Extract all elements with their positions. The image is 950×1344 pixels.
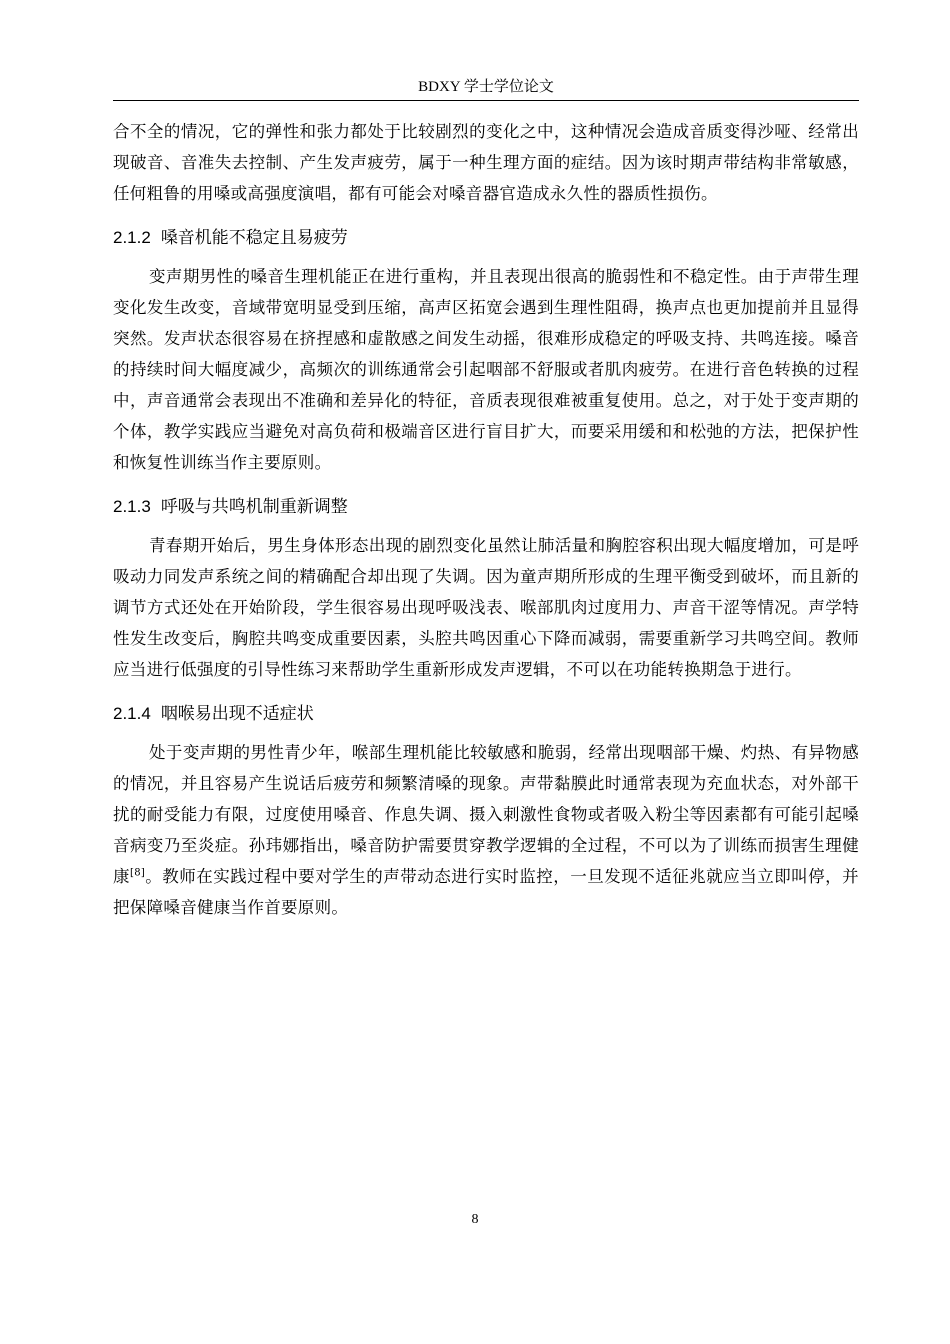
page-number: 8 bbox=[471, 1212, 479, 1227]
section-heading-2-1-3 bbox=[113, 495, 859, 519]
section-title: 嗓音机能不稳定且易疲劳 bbox=[160, 228, 348, 248]
running-header: BDXY 学士学位论文 bbox=[418, 79, 554, 95]
section-title: 呼吸与共鸣机制重新调整 bbox=[160, 497, 348, 517]
paragraph-text: 处于变声期的男性青少年，喉部生理机能比较敏感和脆弱，经常出现咽部干燥、灼热、有异物感的情况，并且容易产生说话后疲劳和频繁清嗓的现象。声带黏膜此时通常表现为充血状态，对外部干扰的耐受能力有限，过度使用嗓音、作息失调、摄入刺激性食物或者吸入粉尘等因素都有可能引起嗓音病变乃至炎症。孙玮娜指出，嗓音防护需要贯穿教学逻辑的全过程，不可以为了训练而损害生理健康 bbox=[113, 743, 859, 886]
citation-reference[interactable]: [8] bbox=[130, 867, 146, 879]
section-number: 2.1.2 bbox=[113, 228, 151, 247]
paragraph: 合不全的情况，它的弹性和张力都处于比较剧烈的变化之中，这种情况会造成音质变得沙哑、经常出现破音、音准失去控制、产生发声疲劳，属于一种生理方面的症结。因为该时期声带结构非常敏感，任何粗鲁的用嗓或高强度演唱，都有可能会对嗓音器官造成永久性的器质性损伤。 bbox=[113, 122, 859, 203]
header-rule bbox=[113, 100, 859, 101]
section-heading-2-1-4 bbox=[113, 702, 859, 726]
section-title: 咽喉易出现不适症状 bbox=[160, 704, 314, 724]
body-content bbox=[113, 116, 859, 923]
paragraph: 青春期开始后，男生身体形态出现的剧烈变化虽然让肺活量和胸腔容积出现大幅度增加，可是呼吸动力同发声系统之间的精确配合却出现了失调。因为童声期所形成的生理平衡受到破坏，而且新的调节方式还处在开始阶段，学生很容易出现呼吸浅表、喉部肌肉过度用力、声音干涩等情况。声学特性发生改变后，胸腔共鸣变成重要因素，头腔共鸣因重心下降而减弱，需要重新学习共鸣空间。教师应当进行低强度的引导性练习来帮助学生重新形成发声逻辑，不可以在功能转换期急于进行。 bbox=[113, 536, 859, 679]
paragraph bbox=[113, 737, 859, 923]
paragraph-text-tail: 。教师在实践过程中要对学生的声带动态进行实时监控，一旦发现不适征兆就应当立即叫停，并把保障嗓音健康当作首要原则。 bbox=[113, 867, 859, 917]
section-heading-2-1-2 bbox=[113, 226, 859, 250]
section-number: 2.1.3 bbox=[113, 497, 151, 516]
section-number: 2.1.4 bbox=[113, 704, 151, 723]
paragraph: 变声期男性的嗓音生理机能正在进行重构，并且表现出很高的脆弱性和不稳定性。由于声带生理变化发生改变，音域带宽明显受到压缩，高声区拓宽会遇到生理性阻碍，换声点也更加提前并且显得突然。发声状态很容易在挤捏感和虚散感之间发生动摇，很难形成稳定的呼吸支持、共鸣连接。嗓音的持续时间大幅度减少，高频次的训练通常会引起咽部不舒服或者肌肉疲劳。在进行音色转换的过程中，声音通常会表现出不准确和差异化的特征，音质表现很难被重复使用。总之，对于处于变声期的个体，教学实践应当避免对高负荷和极端音区进行盲目扩大，而要采用缓和和松弛的方法，把保护性和恢复性训练当作主要原则。 bbox=[113, 267, 859, 472]
